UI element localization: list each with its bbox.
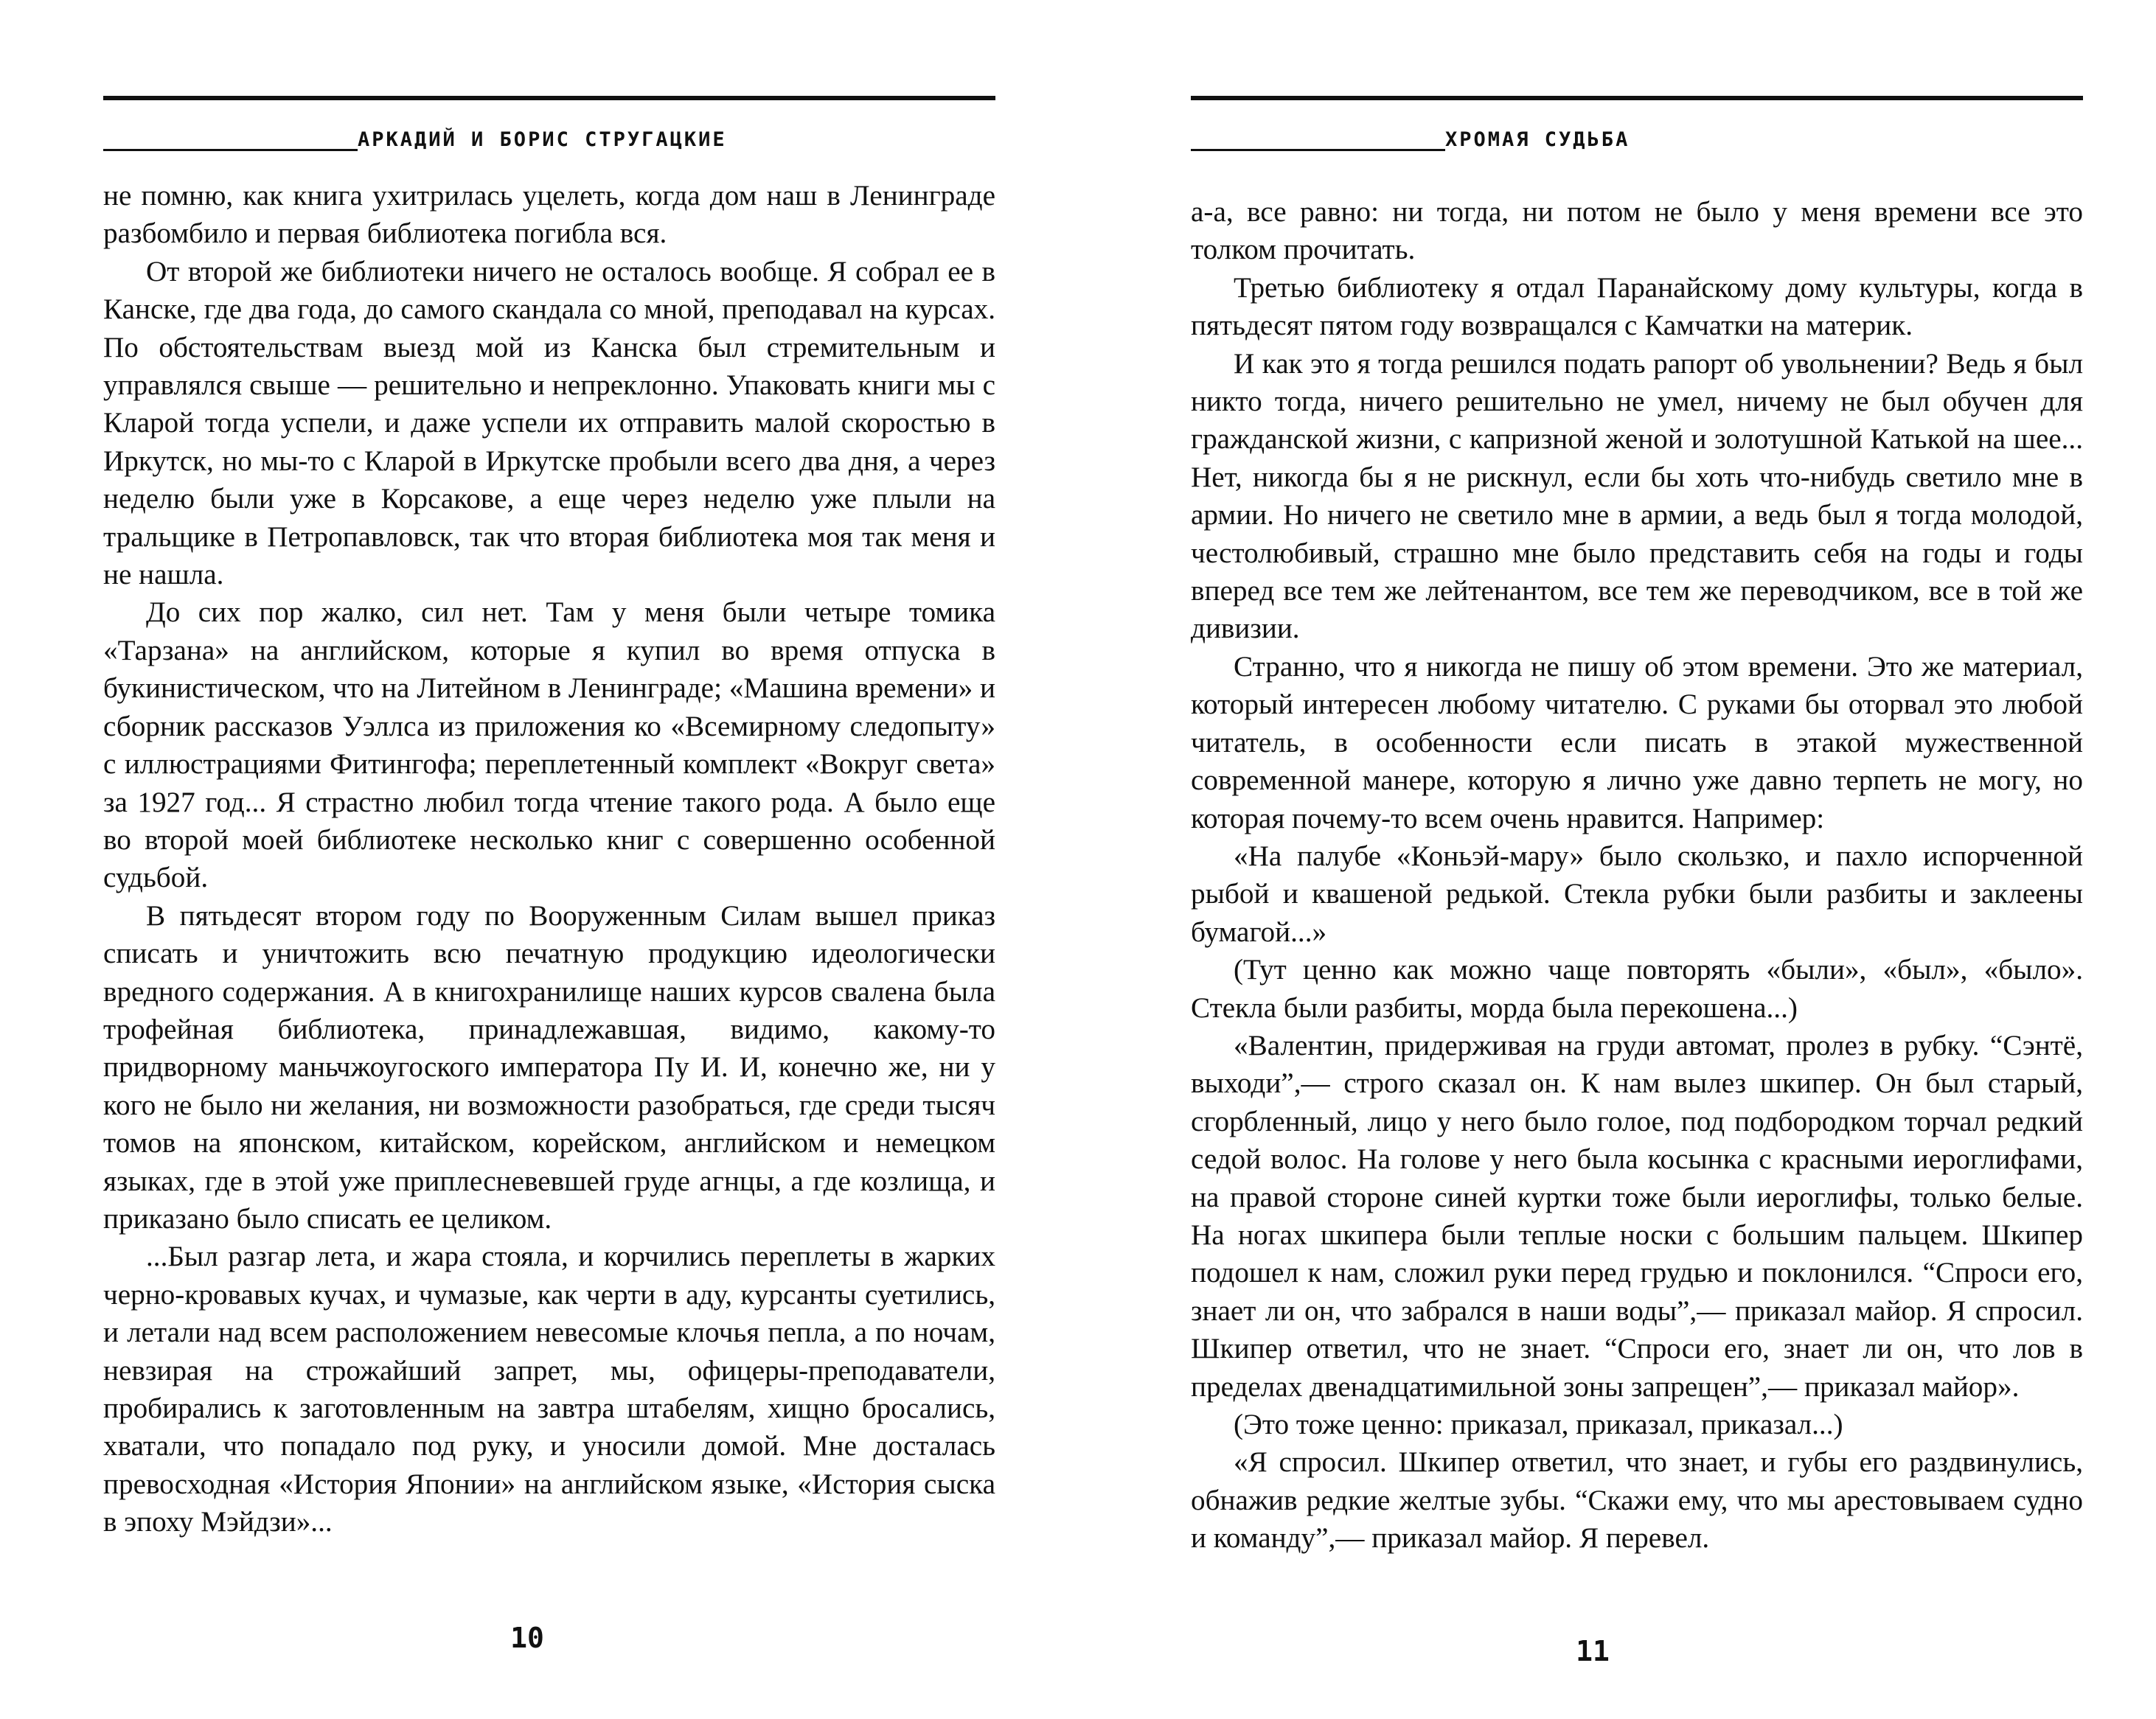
paragraph: Странно, что я никогда не пишу об этом времени. Это же материал, который интересен любому читателю. С руками бы оторвал это любой читатель, в особенности если писать в этакой мужественной современной манере, которую я лично уже давно терпеть не могу, но которая почему-то всем очень нравится. Например:	[1191, 650, 2083, 834]
paragraph: И как это я тогда решился подать рапорт об увольнении? Ведь я был никто тогда, ничего решительно не умел, ничему не был обучен для гражданской жизни, с капризной женой и золотушной Катькой на шее... Нет, никогда бы я не рискнул, если бы хоть что-нибудь светило мне в армии. Но ничего не светило мне в армии, а ведь был я тогда молодой, честолюбивый, страшно мне было представить себя на годы и годы вперед все тем же лейтенантом, все тем же переводчиком, все в той же дивизии.	[1191, 347, 2083, 645]
paragraph: От второй же библиотеки ничего не осталось вообще. Я собрал ее в Канске, где два года, до самого скандала со мной, преподавал на курсах. По обстоятельствам выезд мой из Канска был стремительным и управлялся свыше — решительно и непреклонно. Упаковать книги мы с Кларой тогда успели, и даже успели их отправить малой скоростью в Иркутск, но мы-то с Кларой в Иркутске пробыли всего два дня, а через неделю были уже в Корсакове, а еще через неделю уже плыли на тральщике в Петропавловск, так что вторая библиотека моя так меня и не нашла.	[103, 255, 995, 591]
running-head	[103, 128, 995, 158]
right-page	[1191, 0, 2083, 1719]
paragraph: а-а, все равно: ни тогда, ни потом не было у меня времени все это толком прочитать.	[1191, 196, 2083, 266]
page-number: 11	[1576, 1635, 1610, 1667]
page-number: 10	[510, 1622, 544, 1654]
page-body	[1191, 193, 2083, 1558]
header-rule	[103, 96, 995, 100]
header-thin-rule	[103, 149, 358, 151]
paragraph: «На палубе «Коньэй-мару» было скользко, и пахло испорченной рыбой и квашеной редькой. Стекла рубки были разбиты и заклеены бумагой...»	[1191, 840, 2083, 948]
paragraph: Третью библиотеку я отдал Паранайскому дому культуры, когда в пятьдесят пятом году возвращался с Камчатки на материк.	[1191, 271, 2083, 342]
paragraph: (Это тоже ценно: приказал, приказал, приказал...)	[1234, 1409, 1843, 1440]
paragraph: В пятьдесят втором году по Вооруженным Силам вышел приказ списать и уничтожить всю печатную продукцию идеологически вредного содержания. А в книгохранилище наших курсов свалена была трофейная библиотека, принадлежавшая, видимо, какому-то придворному маньчжоугоского императора Пу И. И, конечно же, ни у кого не было ни желания, ни возможности разобраться, где среди тысяч томов на японском, китайском, корейском, английском и немецком языках, где в этой уже приплесневевшей груде агнцы, а где козлища, и приказано было списать ее целиком.	[103, 899, 995, 1235]
paragraph: ...Был разгар лета, и жара стояла, и корчились переплеты в жарких черно-кровавых кучах, и чумазые, как черти в аду, курсанты суетились, и летали над всем расположением невесомые клочья пепла, а по ночам, невзирая на строжайший запрет, мы, офицеры-преподаватели, пробирались к заготовленным на завтра штабелям, хищно бросались, хватали, что попадало под руку, и уносили домой. Мне досталась превосходная «История Японии» на английском языке, «История сыска в эпоху Мэйдзи»...	[103, 1241, 995, 1538]
running-head-title: АРКАДИЙ И БОРИС СТРУГАЦКИЕ	[358, 128, 727, 151]
left-page	[103, 0, 995, 1719]
running-head-title: ХРОМАЯ СУДЬБА	[1445, 128, 1630, 151]
paragraph: «Я спросил. Шкипер ответил, что знает, и губы его раздвинулись, обнажив редкие желтые зубы. “Скажи ему, что мы арестовываем судно и команду”,— приказал майор. Я перевел.	[1191, 1446, 2083, 1555]
paragraph: «Валентин, придерживая на груди автомат, пролез в рубку. “Сэнтё, выходи”,— строго сказал он. К нам вылез шкипер. Он был старый, сгорбленный, лицо у него было голое, под подбородком торчал редкий седой волос. На голове у него была косынка с красными иероглифами, на правой стороне синей куртки тоже были иероглифы, только белые. На ногах шкипера были теплые носки с большим пальцем. Шкипер подошел к нам, сложил руки перед грудью и поклонился. “Спроси его, знает ли он, что забрался в наши воды”,— приказал майор. Я спросил. Шкипер ответил, что не знает. “Спроси его, знает ли он, что лов в пределах двенадцатимильной зоны запрещен”,— приказал майор».	[1191, 1029, 2083, 1403]
paragraph: (Тут ценно как можно чаще повторять «были», «был», «было». Стекла были разбиты, морда была перекошена...)	[1191, 954, 2083, 1024]
running-head	[1191, 128, 2083, 158]
paragraph: До сих пор жалко, сил нет. Там у меня были четыре томика «Тарзана» на английском, которые я купил во время отпуска в букинистическом, что на Литейном в Ленинграде; «Машина времени» и сборник рассказов Уэллса из приложения ко «Всемирному следопыту» с иллюстрациями Фитингофа; переплетенный комплект «Вокруг света» за 1927 год... Я страстно любил тогда чтение такого рода. А было еще во второй моей библиотеке несколько книг с совершенно особенной судьбой.	[103, 596, 995, 894]
header-thin-rule	[1191, 149, 1445, 151]
paragraph: не помню, как книга ухитрилась уцелеть, когда дом наш в Ленинграде разбомбило и первая библиотека погибла вся.	[103, 180, 995, 250]
page-body	[103, 177, 995, 1541]
header-rule	[1191, 96, 2083, 100]
